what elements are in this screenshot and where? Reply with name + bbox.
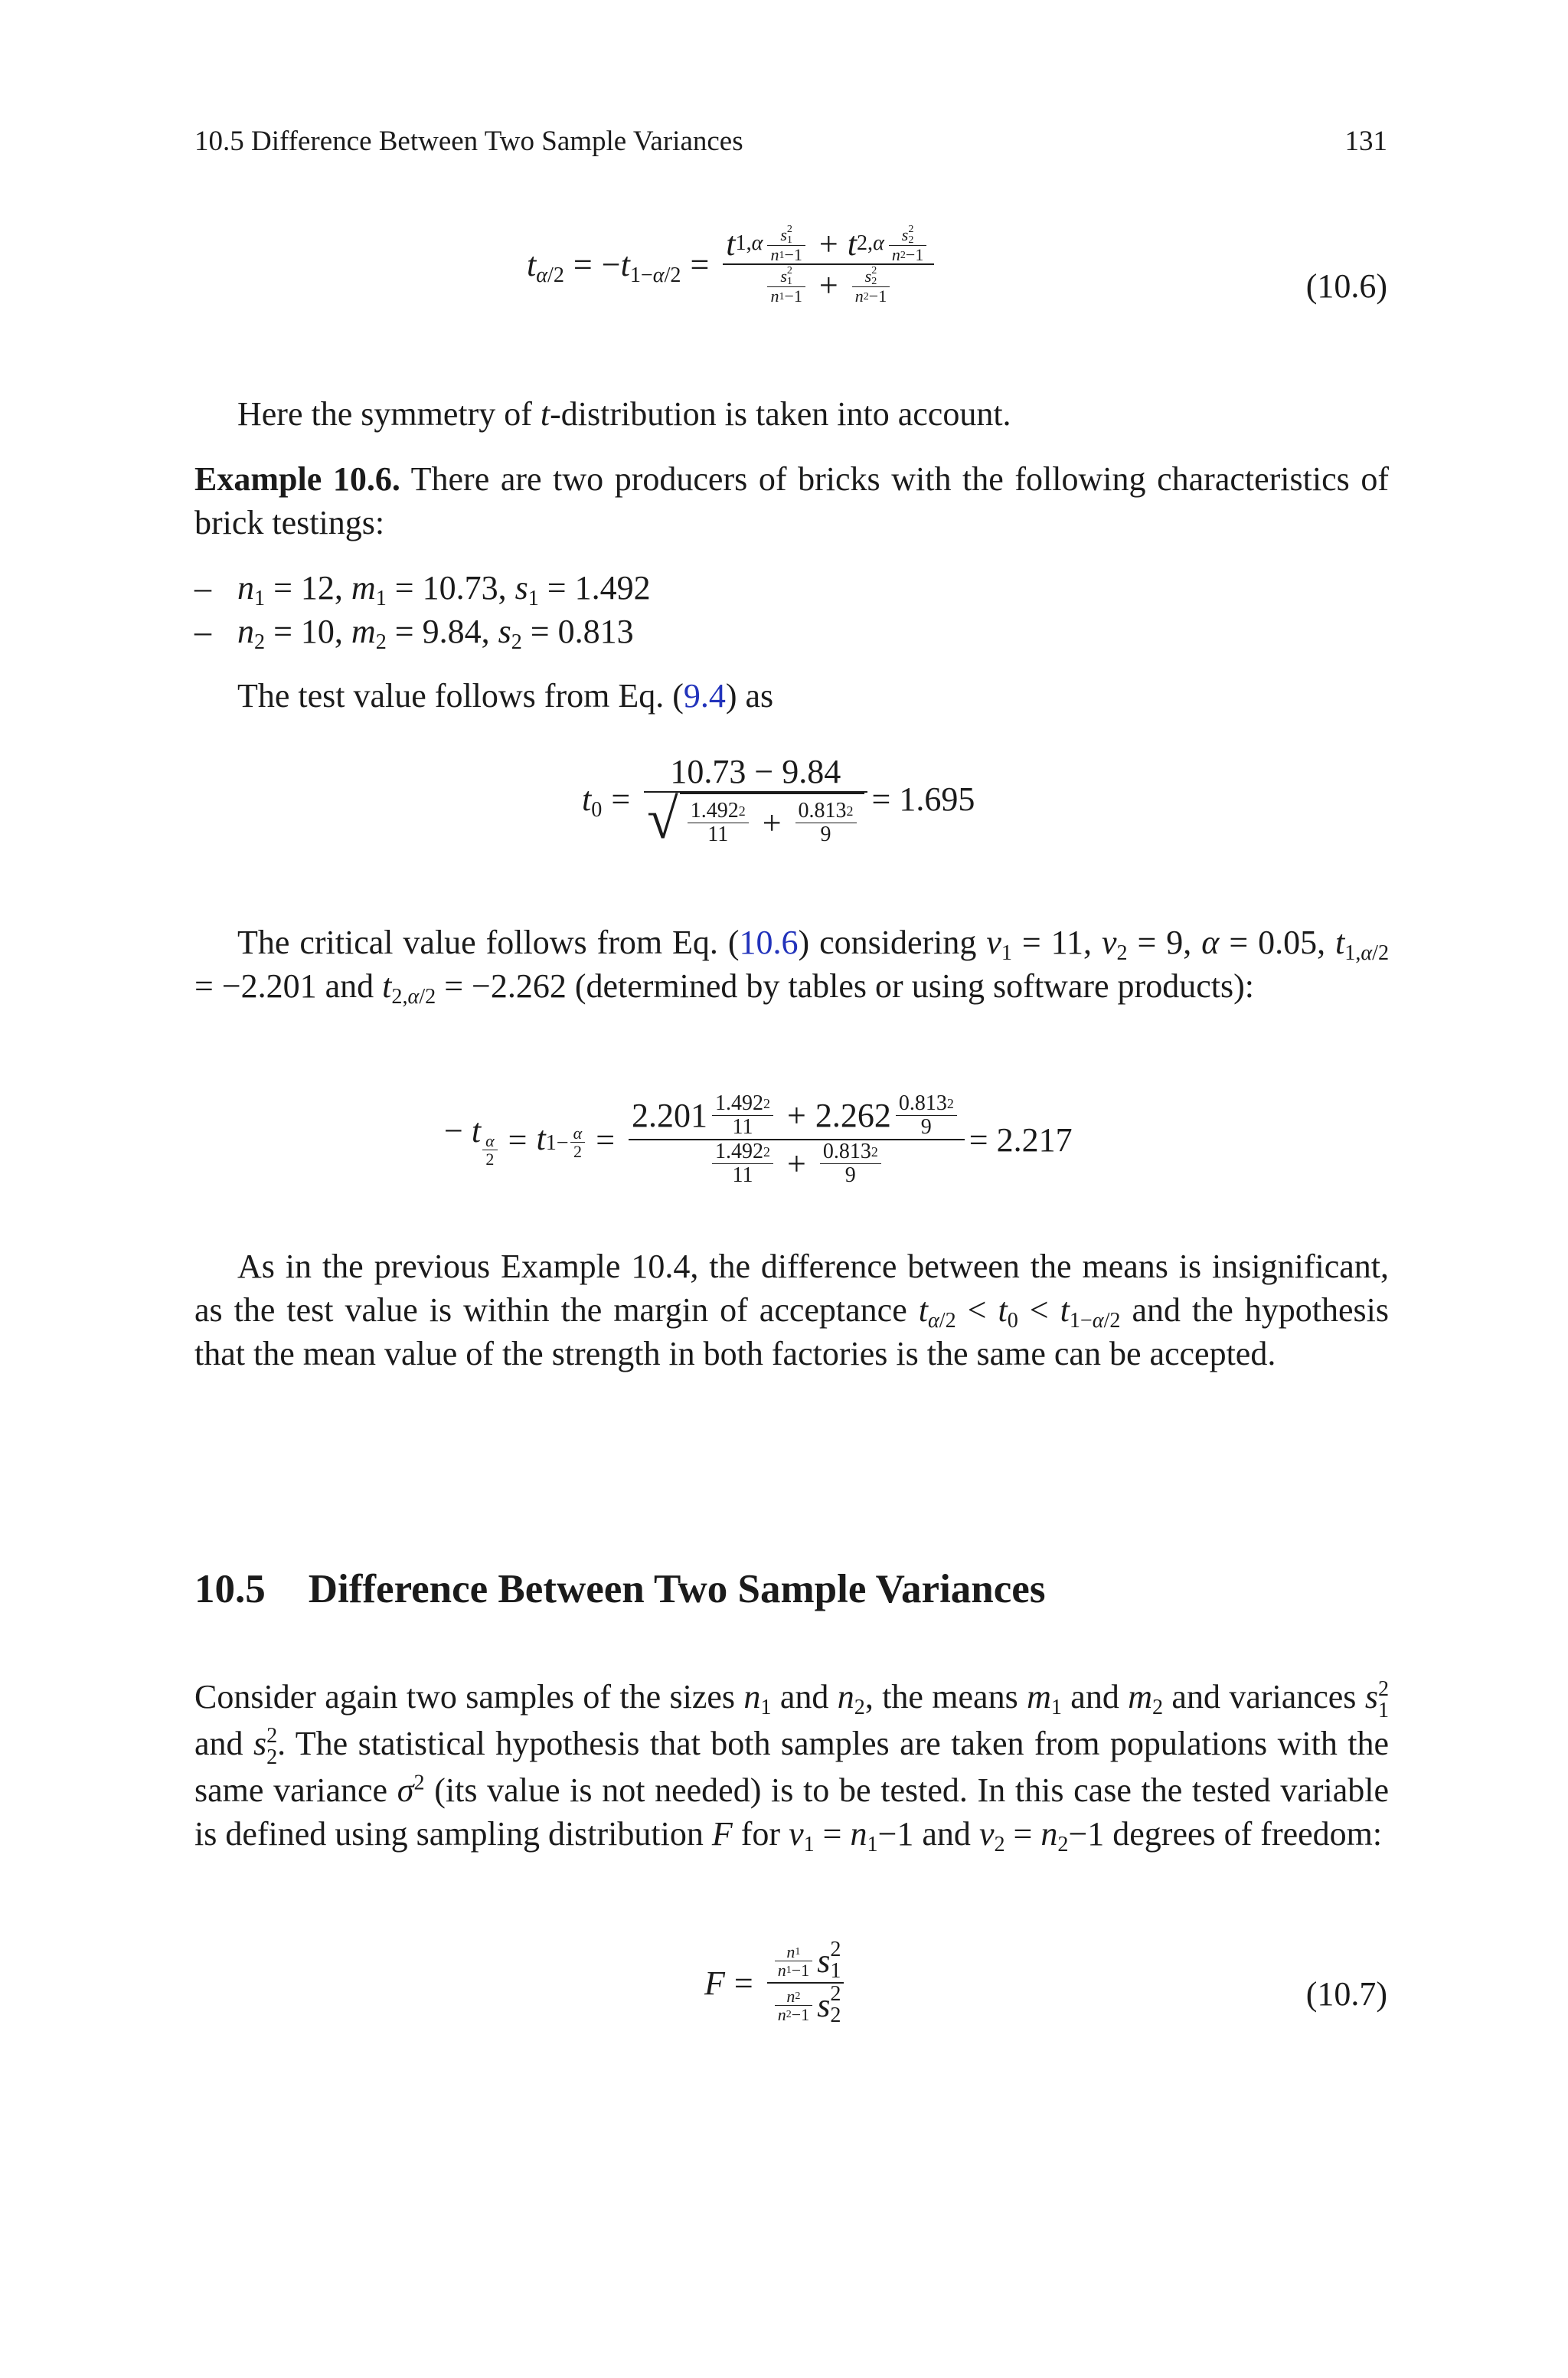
eq-link-10-6[interactable]: 10.6: [739, 924, 799, 961]
f-fraction: n 1 n 1 −1 s 2 1 n 2 n 2 −1 s 2 2: [767, 1939, 844, 2027]
critical-fraction: 2.201 1.492 2 11 + 2.262 0.813 2 9 1.492 2 11 + 0.813 2 9: [629, 1092, 965, 1187]
equation-number: (10.6): [1305, 267, 1387, 305]
equation-10-7: F = n 1 n 1 −1 s 2 1 n 2 n 2 −1 s 2 2: [704, 1939, 848, 2027]
list-item: – $n_2 = 10$, $m_2 = 9.84$, $s_2 = 0.813$: [194, 613, 634, 654]
equation-number: (10.7): [1305, 1975, 1387, 2013]
eq-link-9-4[interactable]: 9.4: [683, 677, 726, 715]
eq-10-6-fraction: t 1,α s 2 1 n 1 −1 + t 2,α s 2 2 n 2 −1 s 2 1 n 1 −1 + s 2 2 n 2 −1: [723, 224, 934, 305]
paragraph-section: Consider again two samples of the sizes $n_1$ and $n_2$, the means $m_1$ and $m_2$ and variances s 2 1 and s 2 2 . The statistical hypothesis that both samples are taken from populations with the same variance $\sigma^2$ (its value is not needed) is to be tested. In this case the tested variable is defined using sampling distribution F for $\nu_1 = n_1-1$ and $\nu_2 = n_2-1$ degrees of freedom:: [194, 1676, 1390, 1856]
example-10-6: Example 10.6. There are two producers of bricks with the following characteristics of brick testings:: [194, 460, 1389, 541]
t0-fraction: 10.73 − 9.84 √ 1.492 2 11 + 0.813 2 9: [644, 752, 867, 846]
paragraph-test-intro: The test value follows from Eq. (9.4) as: [237, 677, 774, 715]
section-title: Difference Between Two Sample Variances: [308, 1567, 1046, 1611]
paragraph-critical: The critical value follows from Eq. (10.6) considering $\nu_1 = 11$, $\nu_2 = 9$, α = 0.05, $t_{1,\alpha/2} = -2.201$ and $t_{2,\alpha/2} = -2.262$ (determined by tables or using software products):: [194, 924, 1390, 1009]
section-heading: [194, 1566, 1045, 1612]
example-label: Example 10.6.: [194, 460, 400, 498]
paragraph-symmetry: Here the symmetry of t-distribution is taken into account.: [237, 395, 1011, 433]
equation-10-6: $t_{\alpha/2}$ = $-t_{1-\alpha/2}$ = t 1,α s 2 1 n 1 −1 + t 2,α s 2 2 n 2 −1 s 2 1 n 1 −1 + s 2 2 n 2 −1: [527, 224, 939, 305]
section-number: 10.5: [194, 1567, 266, 1611]
page-number: 131: [1344, 126, 1387, 157]
paragraph-conclusion: As in the previous Example 10.4, the difference between the means is insignificant, as the test value is within the margin of acceptance $t_{\alpha/2} < t_0 < t_{1-\alpha/2}$ and the hypothesis that the mean value of the strength in both factories is the same can be accepted.: [194, 1248, 1389, 1372]
example-list: [194, 566, 651, 653]
equation-critical: − t $\frac{\alpha}{2}$ = t1− $\frac{\alpha}{2}$ = 2.201 1.492 2 11 + 2.262 0.813 2 9 1.492 2 11 + 0.813 2 9 = 2.217: [444, 1091, 1073, 1187]
running-header: 10.5 Difference Between Two Sample Variances: [194, 126, 743, 157]
equation-t0: $t_0$ = 10.73 − 9.84 √ 1.492 2 11 + 0.813 2 9 = 1.695: [582, 753, 975, 851]
list-item: – $n_1 = 12$, $m_1 = 10.73$, $s_1 = 1.492$: [194, 569, 651, 610]
